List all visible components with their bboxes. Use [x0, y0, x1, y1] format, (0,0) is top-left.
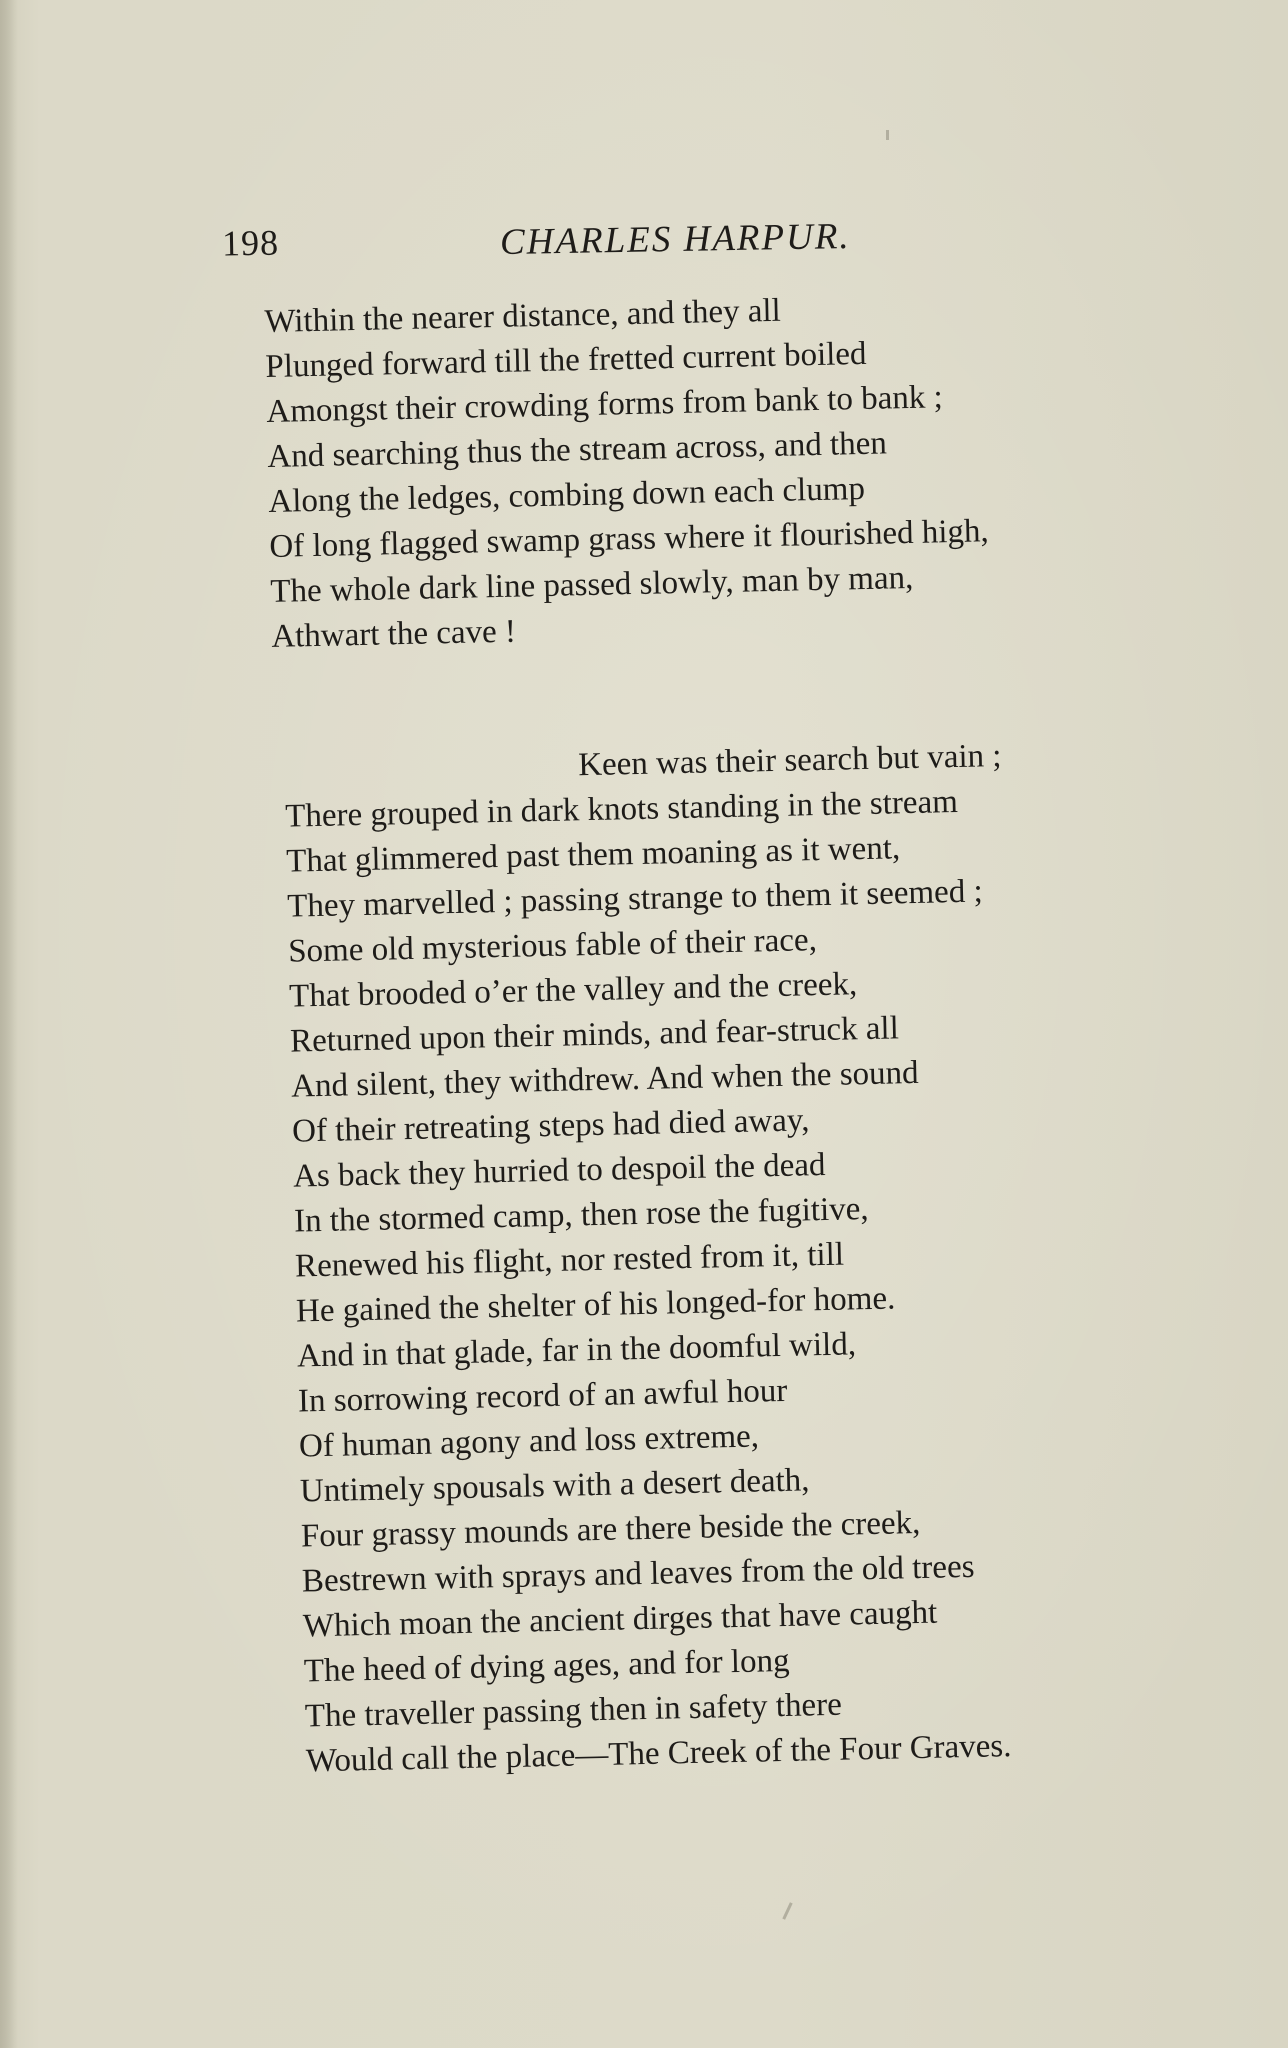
poem-line: Plunged forward till the fretted current boiled — [265, 335, 867, 385]
poem-line: Returned upon their minds, and fear-struck all — [289, 1010, 900, 1060]
poem-line: Which moan the ancient dirges that have caught — [302, 1594, 938, 1645]
stanza-2 — [284, 730, 1196, 1784]
poem-line: And searching thus the stream across, and then — [267, 425, 888, 475]
poem-line: Athwart the cave ! — [270, 613, 517, 655]
poem-line: Some old mysterious fable of their race, — [287, 922, 818, 970]
poem-line: Renewed his flight, nor rested from it, till — [294, 1236, 845, 1285]
poem-line: Would call the place—The Creek of the Four Graves. — [305, 1728, 1012, 1780]
stanza-1 — [264, 280, 1172, 660]
poem-line: That brooded o’er the valley and the creek, — [288, 966, 858, 1015]
poem-line: Within the nearer distance, and they all — [264, 292, 782, 340]
poem-line: Of human agony and loss extreme, — [298, 1418, 760, 1465]
poem-line: There grouped in dark knots standing in the stream — [284, 783, 959, 835]
paper-speck — [886, 130, 889, 140]
poem-text — [264, 280, 1196, 1784]
poem-line: And in that glade, far in the doomful wild, — [296, 1326, 857, 1375]
page-gutter-shadow — [0, 0, 18, 2048]
poem-line: And silent, they withdrew. And when the sound — [290, 1054, 919, 1105]
poem-line: Untimely spousals with a desert death, — [299, 1462, 810, 1510]
running-head: CHARLES HARPUR. — [499, 215, 851, 264]
poem-line: Of long flagged swamp grass where it flourished high, — [268, 513, 990, 565]
poem-line: Bestrewn with sprays and leaves from the old trees — [301, 1548, 975, 1600]
poem-line: The whole dark line passed slowly, man by man, — [269, 559, 914, 610]
poem-line: He gained the shelter of his longed-for home. — [295, 1280, 896, 1330]
poem-line: Amongst their crowding forms from bank to bank ; — [266, 379, 944, 430]
poem-line: That glimmered past them moaning as it went, — [285, 830, 901, 880]
poem-line: Along the ledges, combing down each clump — [268, 470, 866, 520]
poem-line: In sorrowing record of an awful hour — [297, 1372, 788, 1420]
poem-line: They marvelled ; passing strange to them it seemed ; — [286, 873, 984, 925]
page-header — [222, 210, 922, 270]
poem-line: As back they hurried to despoil the dead — [292, 1146, 826, 1195]
poem-line: The heed of dying ages, and for long — [303, 1642, 790, 1690]
poem-line: In the stormed camp, then rose the fugitive, — [293, 1191, 869, 1240]
paper-speck — [782, 1902, 792, 1920]
poem-line: The traveller passing then in safety there — [304, 1686, 843, 1735]
page-number: 198 — [221, 222, 280, 264]
poem-line: Four grassy mounds are there beside the creek, — [300, 1504, 921, 1555]
poem-line-indented: Keen was their search but vain ; — [577, 738, 1002, 784]
poem-line: Of their retreating steps had died away, — [291, 1102, 810, 1150]
